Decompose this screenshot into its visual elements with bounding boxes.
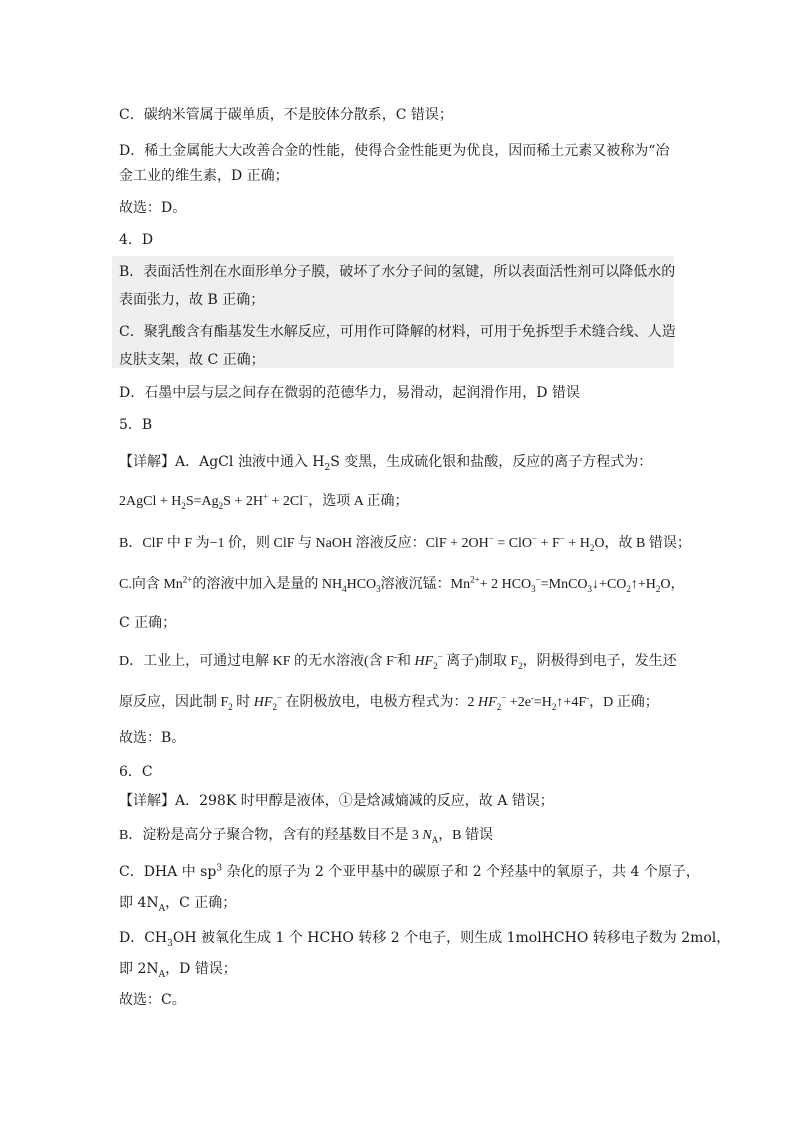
text-line: 皮肤支架，故 C 正确； — [119, 352, 265, 368]
text-line: 原反应，因此制 $F_2$ 时 $HF_2^-$ 在阴极放电，电极方程式为：2 $HF_2^-$ $+2e^-=H_2↑+4F^-$，D 正确； — [119, 692, 659, 712]
text-line: B．淀粉是高分子聚合物，含有的羟基数目不是 3 $N_A$，B 错误 — [119, 828, 494, 845]
text-line: C 正确； — [119, 615, 177, 631]
text-line: D．$CH_3OH$ 被氧化生成 1 个 HCHO 转移 2 个电子，则生成 1molHCHO 转移电子数为 2mol， — [119, 930, 731, 949]
text-line: B．表面活性剂在水面形单分子膜，破坏了水分子间的氢键，所以表面活性剂可以降低水的 — [119, 264, 676, 280]
answer-number: 4．D — [119, 232, 154, 248]
text-line: 【详解】A．AgCl 浊液中通入 $H_2S$ 变黑，生成硫化银和盐酸，反应的离子方程式为： — [119, 454, 653, 473]
text-line: 金工业的维生素，D 正确； — [119, 168, 289, 184]
answer-number: 6．C — [119, 764, 153, 780]
text-line: 即 $4N_A$，C 正确； — [119, 895, 237, 914]
text-line: 【详解】A．298K 时甲醇是液体，①是焓减熵减的反应，故 A 错误； — [119, 793, 554, 809]
text-line: D．石墨中层与层之间存在微弱的范德华力，易滑动，起润滑作用，D 错误 — [119, 385, 580, 401]
text-line: 表面张力，故 B 正确； — [119, 292, 265, 308]
text-line: 即 $2N_A$，D 错误； — [119, 961, 237, 980]
text-line: D．稀土金属能大大改善合金的性能，使得合金性能更为优良，因而稀土元素又被称为“冶 — [119, 143, 670, 159]
text-line: 故选：C。 — [119, 992, 186, 1008]
equation-line: B．ClF 中 F 为−1 价，则 ClF 与 NaOH 溶液反应：ClF + $2OH^- = ClO^- + F^- + H_2O$，故 B 错误； — [119, 533, 691, 553]
text-line: C．DHA 中 $sp^3$ 杂化的原子为 2 个亚甲基中的碳原子和 2 个羟基中的氧原子，共 4 个原子， — [119, 863, 700, 880]
equation-line: 2AgCl + $H_2S=Ag_2S + 2H^+ + 2Cl^-$，选项 A 正确； — [119, 491, 409, 511]
text-line: C．聚乳酸含有酯基发生水解反应，可用作可降解的材料，可用于免拆型手术缝合线、人造 — [119, 324, 676, 340]
text-line: 故选：B。 — [119, 730, 186, 746]
text-line: C．碳纳米管属于碳单质，不是胶体分散系，C 错误； — [119, 107, 453, 123]
answer-number: 5．B — [119, 417, 153, 433]
equation-line: C.向含 $Mn^{2+}$的溶液中加入是量的 $NH_4HCO_3$溶液沉锰：$Mn^{2+}+ 2$ $HCO_3^-=MnCO_3↓+CO_2↑+H_2O$， — [119, 574, 685, 594]
text-line: D．工业上，可通过电解 KF 的无水溶液(含 F-和 $HF_2^-$ 离子)制取 $F_2$，阴极得到电子，发生还 — [119, 651, 677, 671]
text-line: 故选：D。 — [119, 200, 187, 216]
